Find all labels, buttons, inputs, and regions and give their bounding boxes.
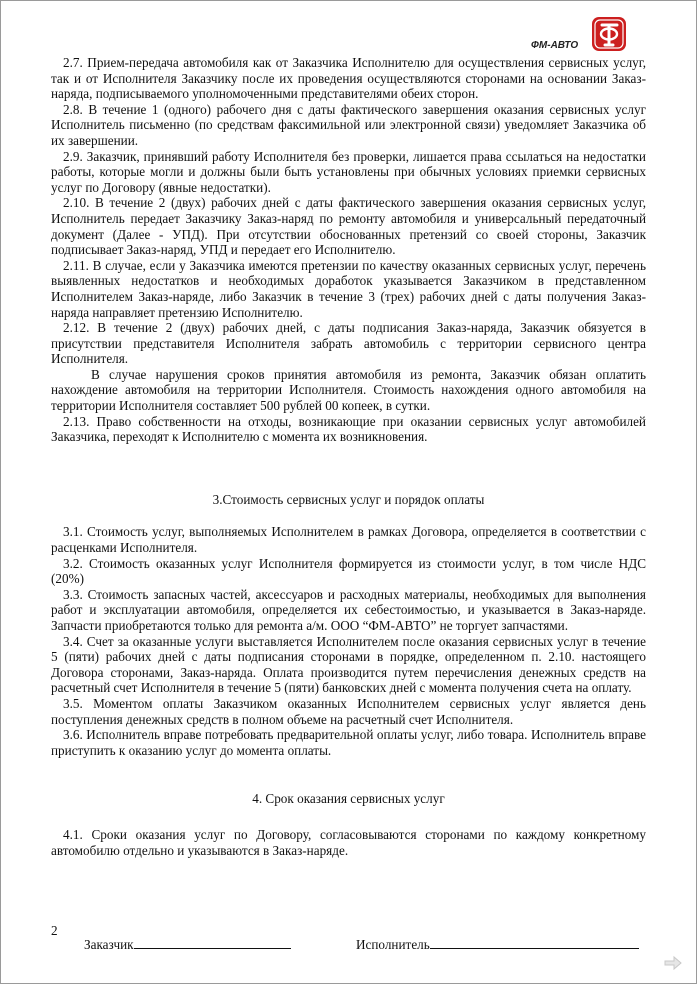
customer-signature-line <box>134 937 291 949</box>
clause-3-6: 3.6. Исполнитель вправе потребовать предварительной оплаты услуг, либо товара. Исполнитель вправе приступить к оказанию услуг до момента оплаты. <box>51 727 646 758</box>
clause-2-13: 2.13. Право собственности на отходы, возникающие при оказании сервисных услуг автомобилей Заказчика, переходят к Исполнителю с момента их возникновения. <box>51 413 646 445</box>
clause-3-2: 3.2. Стоимость оказанных услуг Исполнителя формируется из стоимости услуг, в том числе НДС (20%) <box>51 555 646 587</box>
contractor-label: Исполнитель <box>356 937 430 952</box>
clause-2-12: 2.12. В течение 2 (двух) рабочих дней, с даты подписания Заказ-наряда, Заказчик обязуется в присутствии представителя Исполнителя забрать автомобиль с территории сервисного центра Исполнителя. <box>51 320 646 367</box>
section-4-heading: 4. Срок оказания сервисных услуг <box>252 791 445 807</box>
customer-signature <box>84 937 291 953</box>
fm-avto-logo-icon <box>591 16 627 52</box>
clause-3-3: 3.3. Стоимость запасных частей, аксессуаров и расходных материалы, необходимых для выполнения работ и эксплуатации автомобиля, определяется их себестоимостью, и указывается в Заказ-наряде. Запчасти приобретаются только для ремонта а/м. ООО “ФМ-АВТО” не торгует запчастями. <box>51 586 646 633</box>
clause-3-5: 3.5. Моментом оплаты Заказчиком оказанных Исполнителем сервисных услуг является день поступления денежных средств в полном объеме на расчетный счет Исполнителя. <box>51 695 646 727</box>
clause-2-10: 2.10. В течение 2 (двух) рабочих дней с даты фактического завершения оказания сервисных услуг, Исполнитель передает Заказчику Заказ-наряд по ремонту автомобиля и универсальный передаточный документ (Далее - УПД). При отсутствии обоснованных претензий со своей стороны, Заказчик подписывает Заказ-наряд, УПД и передает его Исполнителю. <box>51 195 646 258</box>
contractor-signature-line <box>430 937 639 949</box>
clause-3-4: 3.4. Счет за оказанные услуги выставляется Исполнителем после оказания сервисных услуг в течение 5 (пяти) рабочих дней с даты подписания сторонами в порядке, определенном п. 2.10. настоящего Договора сторонами, Заказ-наряда. Оплата производится путем перечисления денежных средств на расчетный счет Исполнителя в течение 5 (пяти) банковских дней с момента получения счета на оплату. <box>51 633 646 696</box>
next-page-arrow-icon[interactable] <box>663 955 683 971</box>
clause-2-9: 2.9. Заказчик, принявший работу Исполнителя без проверки, лишается права ссылаться на недостатки работы, которые могли и должны были быть установлены при обычных условиях приемки сервисных услуг по Договору (явные недостатки). <box>51 148 646 195</box>
clause-2-11: 2.11. В случае, если у Заказчика имеются претензии по качеству оказанных сервисных услуг, перечень выявленных недостатков и необходимых доработок указывается Заказчиком в представленном Исполнителем Заказ-наряде, либо Заказчик в течение 3 (трех) рабочих дней с даты получения Заказ-наряда направляет претензию Исполнителю. <box>51 257 646 320</box>
clause-4-1: 4.1. Сроки оказания услуг по Договору, согласовываются сторонами по каждому конкретному автомобилю отдельно и указываются в Заказ-наряде. <box>51 826 646 858</box>
clause-2-12-continued: В случае нарушения сроков принятия автомобиля из ремонта, Заказчик обязан оплатить нахождение автомобиля на территории Исполнителя. Стоимость нахождения одного автомобиля на территории Исполнителя составляет 500 рублей 00 копеек, в сутки. <box>51 366 646 414</box>
clause-2-8: 2.8. В течение 1 (одного) рабочего дня с даты фактического завершения оказания сервисных услуг Исполнитель письменно (по средствам факсимильной или электронной связи) уведомляет Заказчика об их завершении. <box>51 101 646 148</box>
clause-2-7: 2.7. Прием-передача автомобиля как от Заказчика Исполнителю для осуществления сервисных услуг, так и от Исполнителя Заказчику после их проведения осуществляются сторонами на основании Заказ-наряда, подписываемого уполномоченными представителями обеих сторон. <box>51 55 646 102</box>
clause-3-1: 3.1. Стоимость услуг, выполняемых Исполнителем в рамках Договора, определяется в соответствии с расценками Исполнителя. <box>51 524 646 556</box>
document-body <box>51 55 646 858</box>
section-3-heading: 3.Стоимость сервисных услуг и порядок оплаты <box>212 491 485 507</box>
brand-name: ФМ-АВТО <box>531 40 579 51</box>
customer-label: Заказчик <box>84 937 134 952</box>
page-number: 2 <box>51 923 58 938</box>
contractor-signature <box>356 937 639 953</box>
